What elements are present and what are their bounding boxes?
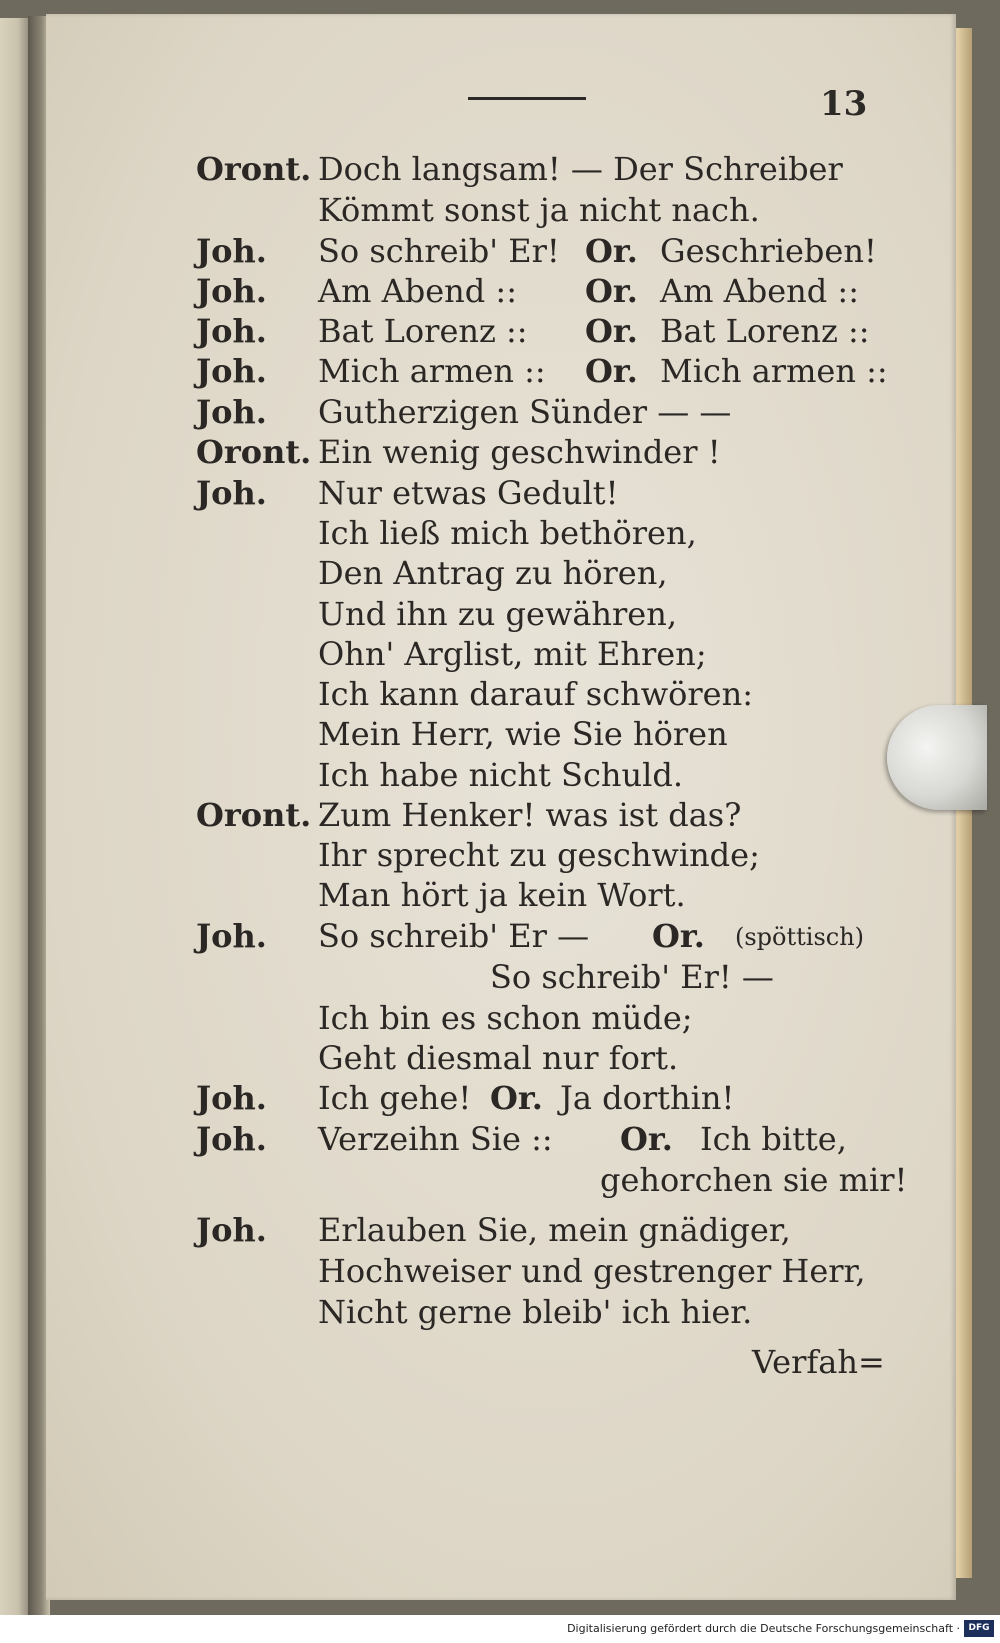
speaker-label: Oront. [196,150,312,188]
speaker-label: Or. [490,1079,543,1117]
text-line [0,150,1000,190]
line-text: So schreib' Er! [318,232,560,270]
text-line [0,232,1000,272]
line-text: Mich armen :: [318,352,546,390]
line-text: So schreib' Er! — [490,958,774,996]
line-text: Man hört ja kein Wort. [318,876,686,914]
speaker-label: Or. [620,1120,673,1158]
line-text: Zum Henker! was ist das? [318,796,742,834]
text-line [0,433,1000,473]
speaker-label: Oront. [196,796,312,834]
text-line [0,756,1000,796]
text-line [0,1161,1000,1201]
speaker-label: Joh. [196,917,267,955]
text-line [0,1293,1000,1333]
speaker-label: Joh. [196,232,267,270]
line-text: Und ihn zu gewähren, [318,595,678,633]
text-line [0,595,1000,635]
line-text: Geht diesmal nur fort. [318,1039,679,1077]
text-line [0,352,1000,392]
text-line [0,1120,1000,1160]
line-text: Ich ließ mich bethören, [318,514,697,552]
text-line [0,917,1000,957]
text-line [0,675,1000,715]
line-text: Hochweiser und gestrenger Herr, [318,1252,866,1290]
dfg-logo-icon: DFG [964,1620,994,1637]
text-line [0,999,1000,1039]
line-text: Ich kann darauf schwören: [318,675,753,713]
footer-bar [0,1616,1000,1643]
line-text: Ohn' Arglist, mit Ehren; [318,635,707,673]
line-text: Nicht gerne bleib' ich hier. [318,1293,753,1331]
catchword-line [0,1343,1000,1383]
speaker-label: Or. [585,232,638,270]
line-text: Mein Herr, wie Sie hören [318,715,728,753]
line-text: Nur etwas Gedult! [318,474,619,512]
line-text: Bat Lorenz :: [318,312,528,350]
speaker-label: Oront. [196,433,312,471]
text-line [0,312,1000,352]
speaker-label: Joh. [196,352,267,390]
line-text: Am Abend :: [318,272,517,310]
line-text: So schreib' Er — [318,917,590,955]
line-text: gehorchen sie mir! [600,1161,908,1199]
line-text: Ihr sprecht zu geschwinde; [318,836,760,874]
text-line [0,393,1000,433]
line-text: Erlauben Sie, mein gnädiger, [318,1211,791,1249]
text-line [0,1211,1000,1251]
speaker-label: Or. [585,272,638,310]
text-line [0,876,1000,916]
text-line [0,191,1000,231]
line-text: Mich armen :: [660,352,888,390]
line-text: Bat Lorenz :: [660,312,870,350]
speaker-label: Joh. [196,1120,267,1158]
line-text: Ja dorthin! [560,1079,735,1117]
text-line [0,1252,1000,1292]
speaker-label: Joh. [196,312,267,350]
text-line [0,836,1000,876]
speaker-label: Joh. [196,393,267,431]
text-line [0,514,1000,554]
speaker-label: Or. [585,312,638,350]
text-line [0,635,1000,675]
line-text: Kömmt sonst ja nicht nach. [318,191,760,229]
line-text: Gutherzigen Sünder — — [318,393,732,431]
line-text: (spöttisch) [735,923,865,951]
page-number: 13 [820,84,868,124]
speaker-label: Or. [585,352,638,390]
header-rule [468,97,586,104]
speaker-label: Joh. [196,474,267,512]
line-text: Verzeihn Sie :: [318,1120,553,1158]
text-line [0,554,1000,594]
text-line [0,1079,1000,1119]
text-line [0,272,1000,312]
text-line [0,715,1000,755]
line-text: Ich habe nicht Schuld. [318,756,683,794]
speaker-label: Or. [652,917,705,955]
line-text: Den Antrag zu hören, [318,554,668,592]
catchword: Verfah= [752,1343,885,1381]
speaker-label: Joh. [196,1211,267,1249]
line-text: Doch langsam! — Der Schreiber [318,150,843,188]
line-text: Ich gehe! [318,1079,472,1117]
text-line [0,796,1000,836]
text-line [0,958,1000,998]
line-text: Ich bin es schon müde; [318,999,693,1037]
text-line [0,1039,1000,1079]
line-text: Ich bitte, [700,1120,847,1158]
line-text: Am Abend :: [660,272,859,310]
line-text: Ein wenig geschwinder ! [318,433,721,471]
speaker-label: Joh. [196,1079,267,1117]
funding-credit: Digitalisierung gefördert durch die Deutsche Forschungsgemeinschaft · [567,1622,960,1635]
line-text: Geschrieben! [660,232,877,270]
text-line [0,474,1000,514]
speaker-label: Joh. [196,272,267,310]
